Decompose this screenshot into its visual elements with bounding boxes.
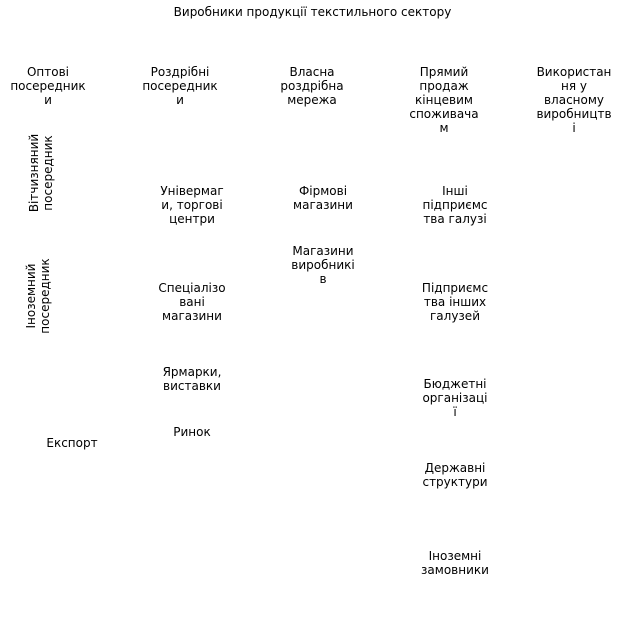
- column-wholesale-intermediaries: Оптові посередник и: [10, 65, 86, 107]
- retail-item-specialized-stores: Спеціалізо вані магазини: [158, 281, 226, 323]
- diagram-title: Виробники продукції текстильного сектору: [173, 5, 452, 19]
- column-direct-sales: Прямий продаж кінцевим споживача м: [409, 65, 479, 135]
- column-retail-intermediaries: Роздрібні посередник и: [142, 65, 218, 107]
- column-own-production-use: Використан ня у власному виробництв і: [536, 65, 612, 135]
- direct-sales-industry-enterprises: Інші підприємс тва галузі: [422, 184, 488, 226]
- own-network-manufacturer-stores: Магазини виробникі в: [291, 244, 355, 286]
- retail-item-department-stores: Універмаг и, торгові центри: [160, 184, 224, 226]
- direct-sales-state-structures: Державні структури: [422, 461, 488, 489]
- domestic-intermediary-label: Вітчизняний посередник: [27, 133, 55, 213]
- retail-item-market: Ринок: [173, 425, 211, 439]
- column-own-retail-network: Власна роздрібна мережа: [280, 65, 344, 107]
- foreign-intermediary-label: Іноземний посередник: [24, 258, 52, 334]
- direct-sales-budget-organizations: Бюджетні організаці ї: [422, 377, 488, 419]
- direct-sales-other-industries: Підприємс тва інших галузей: [421, 281, 489, 323]
- direct-sales-foreign-customers: Іноземні замовники: [421, 549, 489, 577]
- export-label: Експорт: [46, 436, 98, 450]
- own-network-brand-stores: Фірмові магазини: [293, 184, 353, 212]
- retail-item-fairs: Ярмарки, виставки: [162, 365, 222, 393]
